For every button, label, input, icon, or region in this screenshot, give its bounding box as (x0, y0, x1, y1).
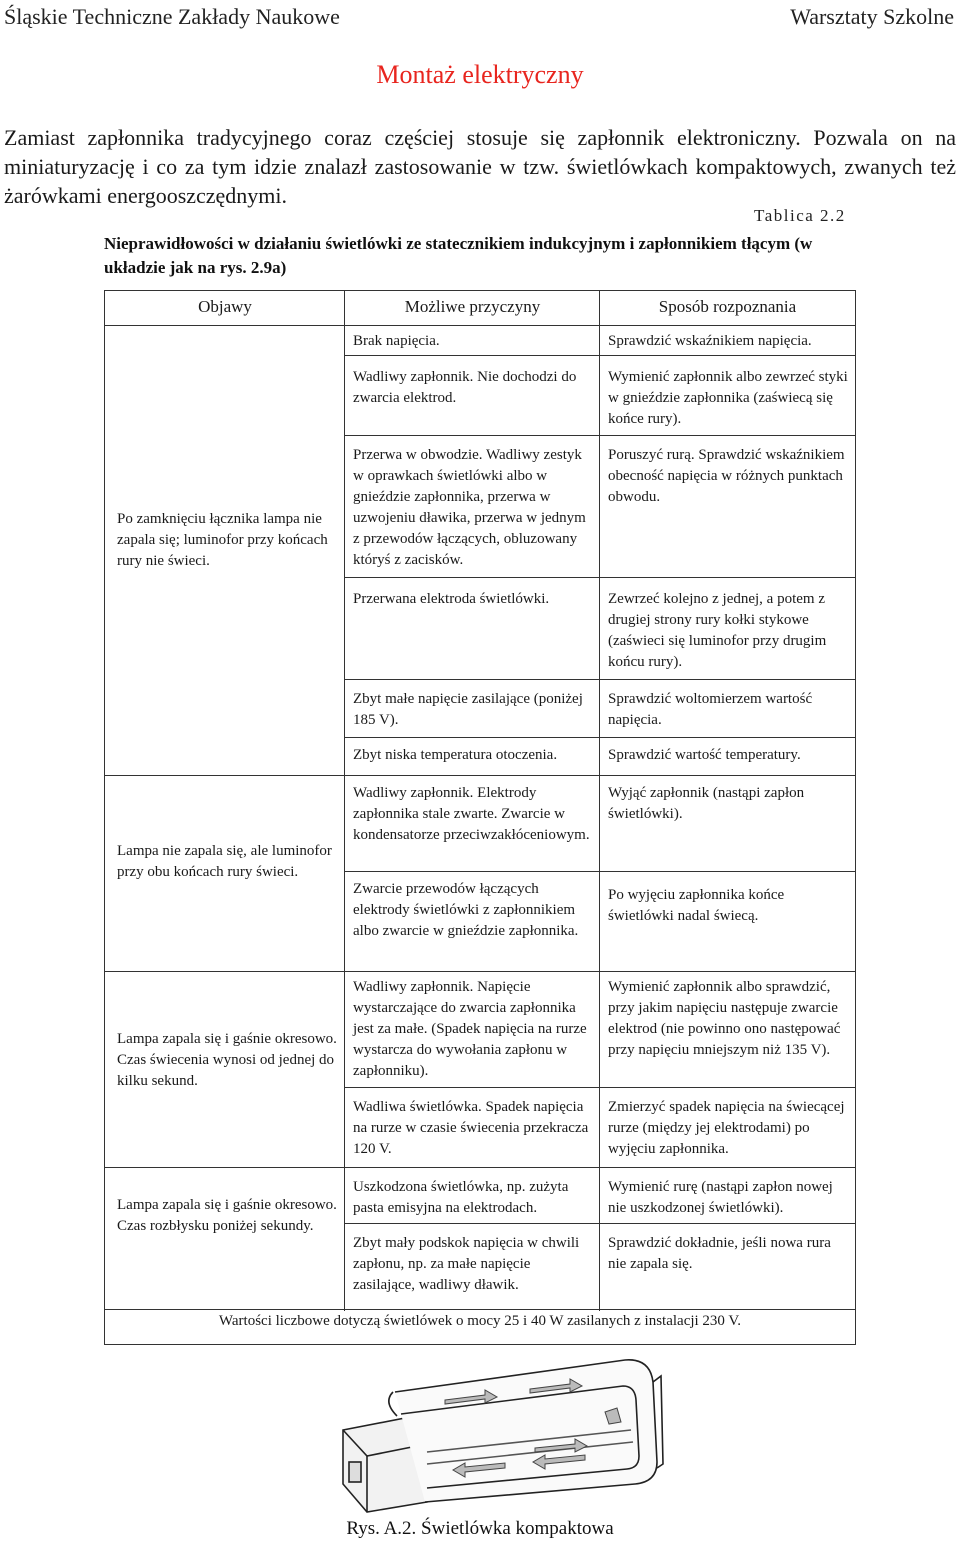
row-divider (345, 737, 855, 738)
column-divider (344, 291, 345, 1311)
check-cell: Wyjąć zapłonnik (nastąpi zapłon świetlówki). (608, 785, 805, 822)
faults-table (104, 290, 856, 1345)
symptom-cell: Lampa zapala się i gaśnie okresowo. Czas rozbłysku poniżej sekundy. (117, 1197, 337, 1234)
column-header-symptoms: Objawy (105, 291, 345, 326)
check-cell: Sprawdzić dokładnie, jeśli nowa rura nie zapala się. (608, 1235, 831, 1272)
check-cell: Poruszyć rurą. Sprawdzić wskaźnikiem obecność napięcia w różnych punktach obwodu. (608, 447, 845, 505)
check-cell: Wymienić zapłonnik albo sprawdzić, przy jakim napięciu następuje zwarcie elektrod (nie powinno ono następować przy napięciu mniejszym niż 135 V). (608, 979, 841, 1058)
row-divider (345, 577, 855, 578)
check-cell: Sprawdzić wartość temperatury. (608, 747, 801, 763)
row-divider (345, 355, 855, 356)
cause-cell: Zbyt mały podskok napięcia w chwili zapłonu, np. za małe napięcie zasilające, wadliwy dławik. (353, 1235, 580, 1293)
check-cell: Sprawdzić wskaźnikiem napięcia. (608, 333, 812, 349)
check-cell: Po wyjęciu zapłonnika końce świetlówki nadal świecą. (608, 887, 785, 924)
row-divider (345, 871, 855, 872)
check-cell: Wymienić zapłonnik albo zewrzeć styki w gnieździe zapłonnika (zaświecą się końce rury). (608, 369, 848, 427)
cause-cell: Wadliwy zapłonnik. Napięcie wystarczające do zwarcia zapłonnika jest za małe. (Spadek napięcia na rurze wystarcza do wywołania zapłonu w zapłonniku). (353, 979, 587, 1079)
cause-cell: Wadliwy zapłonnik. Nie dochodzi do zwarcia elektrod. (353, 369, 577, 406)
cause-cell: Przerwana elektroda świetlówki. (353, 591, 550, 607)
table-caption: Nieprawidłowości w działaniu świetlówki ze statecznikiem indukcyjnym i zapłonnikiem tłącym (w układzie jak na rys. 2.9a) (104, 234, 813, 277)
cause-cell: Zbyt niska temperatura otoczenia. (353, 747, 558, 763)
cause-cell: Wadliwy zapłonnik. Elektrody zapłonnika stale zwarte. Zwarcie w kondensatorze przeciwzakłóceniowym. (353, 785, 590, 843)
page-title: Montaż elektryczny (376, 60, 584, 89)
cause-cell: Brak napięcia. (353, 333, 440, 349)
row-divider (345, 435, 855, 436)
row-divider (345, 679, 855, 680)
column-divider (599, 291, 600, 1311)
symptom-cell: Lampa zapala się i gaśnie okresowo. Czas świecenia wynosi od jednej do kilku sekund. (117, 1031, 337, 1089)
header-right: Warsztaty Szkolne (790, 4, 954, 29)
cause-cell: Przerwa w obwodzie. Wadliwy zestyk w oprawkach świetlówki albo w gnieździe zapłonnika, przerwa w uzwojeniu dławika, przerwa w jednym z przewodów łączących, obluzowany któryś z zacisków. (353, 447, 586, 568)
cause-cell: Uszkodzona świetlówka, np. zużyta pasta emisyjna na elektrodach. (353, 1179, 569, 1216)
header-left: Śląskie Techniczne Zakłady Naukowe (4, 4, 340, 29)
column-header-causes: Możliwe przyczyny (345, 291, 600, 326)
check-cell: Zewrzeć kolejno z jednej, a potem z drugiej strony rury kołki stykowe (zaświeci się luminofor przy drugim końcu rury). (608, 591, 827, 670)
symptom-cell: Lampa nie zapala się, ale luminofor przy obu końcach rury świeci. (117, 843, 332, 880)
table-label: Tablica 2.2 (754, 206, 846, 225)
footer-divider (105, 1309, 855, 1310)
check-cell: Zmierzyć spadek napięcia na świecącej rurze (między jej elektrodami) po wyjęciu zapłonnika. (608, 1099, 845, 1157)
compact-fluorescent-lamp-illustration (335, 1352, 665, 1514)
column-header-checks: Sposób rozpoznania (600, 291, 855, 326)
cause-cell: Zwarcie przewodów łączących elektrody świetlówki z zapłonnikiem albo zwarcie w gnieździe zapłonnika. (353, 881, 579, 939)
check-cell: Wymienić rurę (nastąpi zapłon nowej nie uszkodzonej świetlówki). (608, 1179, 833, 1216)
symptom-cell: Po zamknięciu łącznika lampa nie zapala się; luminofor przy końcach rury nie świeci. (117, 511, 328, 569)
cause-cell: Zbyt małe napięcie zasilające (poniżej 185 V). (353, 691, 583, 728)
cause-cell: Wadliwa świetlówka. Spadek napięcia na rurze w czasie świecenia przekracza 120 V. (353, 1099, 589, 1157)
row-divider (345, 1223, 855, 1224)
check-cell: Sprawdzić woltomierzem wartość napięcia. (608, 691, 813, 728)
intro-paragraph: Zamiast zapłonnika tradycyjnego coraz częściej stosuje się zapłonnik elektroniczny. Pozwala on na miniaturyzację i co za tym idzie znalazł zastosowanie w tzw. świetlówkach kompaktowych, zwanych też żarówkami energooszczędnymi. (4, 125, 956, 208)
group-divider (105, 775, 855, 776)
group-divider (105, 971, 855, 972)
table-footer-note: Wartości liczbowe dotyczą świetlówek o mocy 25 i 40 W zasilanych z instalacji 230 V. (218, 1313, 742, 1329)
figure-caption: Rys. A.2. Świetlówka kompaktowa (346, 1518, 614, 1539)
group-divider (105, 1167, 855, 1168)
row-divider (345, 1087, 855, 1088)
